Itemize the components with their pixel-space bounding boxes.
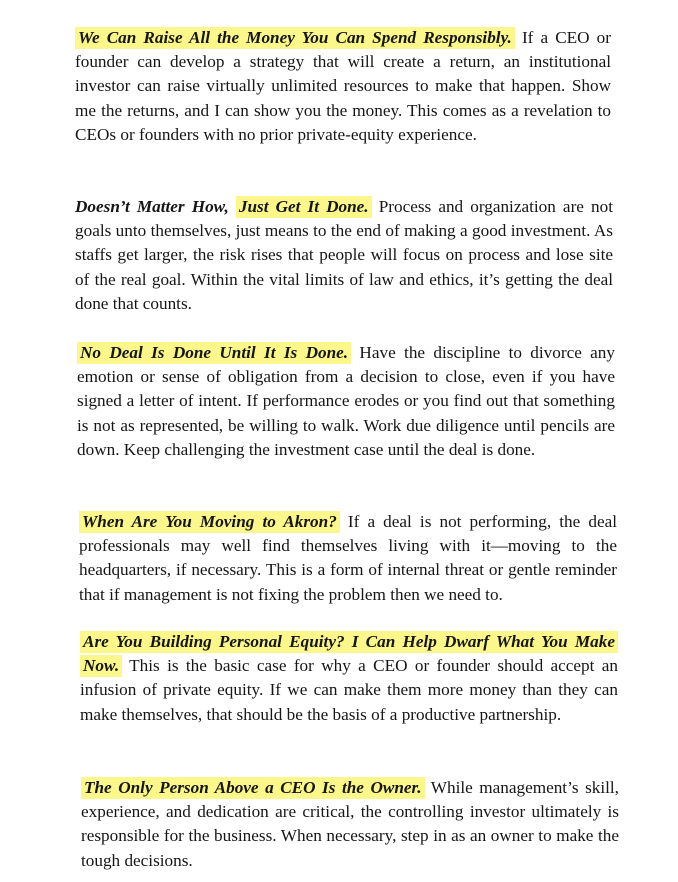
paragraph-body: This is the basic case for why a CEO or founder should accept an infusion of private equity. If we can make them more money than they can make themselves, that should be the basis of a productive partnership. (80, 656, 618, 724)
highlighted-heading: Just Get It Done. (236, 196, 372, 218)
highlighted-heading: No Deal Is Done Until It Is Done. (77, 342, 351, 364)
paragraph-body: While management’s skill, experience, and dedication are critical, the controlling investor ultimately is responsible for the business. When necessary, step in as an owner to make the tough decisions. (81, 778, 619, 870)
paragraph-raise-money (75, 26, 611, 147)
paragraph-lead: Doesn’t Matter How, (75, 197, 236, 216)
paragraph-akron (79, 510, 617, 607)
paragraph-just-get-it-done (75, 195, 613, 316)
paragraph-no-deal-done (77, 341, 615, 462)
highlighted-heading: The Only Person Above a CEO Is the Owner. (81, 777, 425, 799)
paragraph-body: If a deal is not performing, the deal professionals may well find themselves living with it—moving to the headquarters, if necessary. This is a form of internal threat or gentle reminder that if management is not fixing the problem then we need to. (79, 512, 618, 604)
paragraph-body: Process and organization are not goals unto themselves, just means to the end of making a good investment. As staffs get larger, the risk rises that people will focus on process and lose site of the real goal. Within the vital limits of law and ethics, it’s getting the deal done that counts. (75, 197, 613, 313)
paragraph-personal-equity (80, 630, 618, 727)
highlighted-heading: Are You Building Personal Equity? I Can Help Dwarf What You Make Now. (80, 631, 618, 677)
paragraph-owner (81, 776, 619, 873)
paragraph-body: If a CEO or founder can develop a strategy that will create a return, an institutional investor can raise virtually unlimited resources to make that happen. Show me the returns, and I can show you the money. This comes as a revelation to CEOs or founders with no prior private-equity experience. (75, 28, 611, 144)
highlighted-heading: We Can Raise All the Money You Can Spend Responsibly. (75, 27, 515, 49)
highlighted-heading: When Are You Moving to Akron? (79, 511, 340, 533)
paragraph-body: Have the discipline to divorce any emotion or sense of obligation from a decision to close, even if you have signed a letter of intent. If performance erodes or you find out that something is not as represented, be willing to walk. Work due diligence until pencils are down. Keep challenging the investment case until the deal is done. (77, 343, 615, 459)
